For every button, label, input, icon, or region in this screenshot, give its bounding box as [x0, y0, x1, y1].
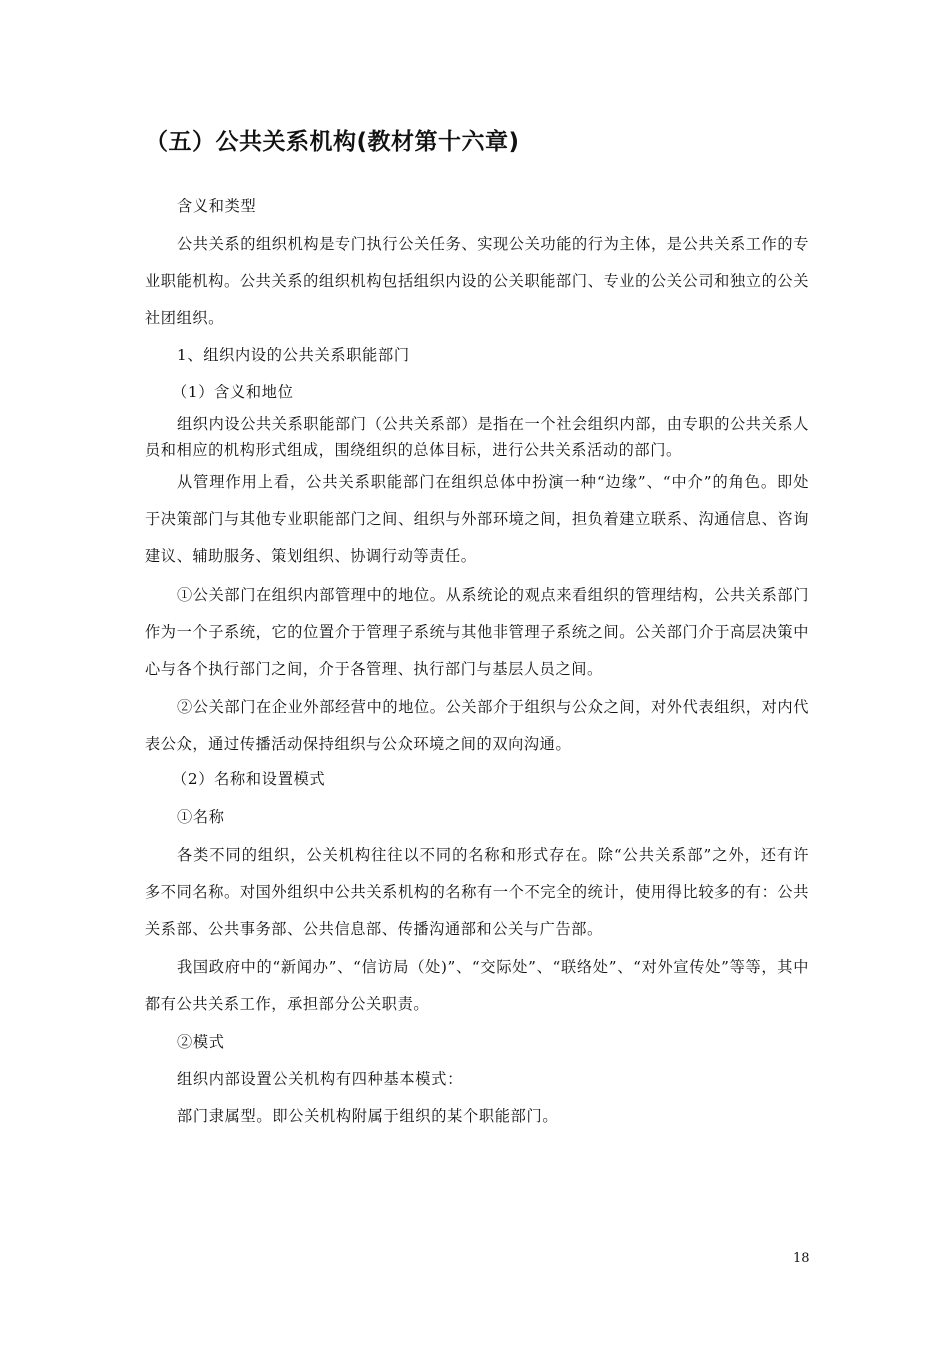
- heading-meaning-and-types: 含义和类型: [177, 197, 257, 215]
- paragraph-role: 从管理作用上看，公共关系职能部门在组织总体中扮演一种“边缘”、“中介”的角色。即处于决策部门与其他专业职能部门之间、组织与外部环境之间，担负着建立联系、沟通信息、咨询建议、辅助服务、策划组织、协调行动等责任。: [145, 473, 809, 565]
- paragraph-definition: 组织内设公共关系职能部门（公共关系部）是指在一个社会组织内部，由专职的公共关系人员和相应的机构形式组成，围绕组织的总体目标，进行公共关系活动的部门。: [145, 415, 809, 459]
- paragraph-government: 我国政府中的“新闻办”、“信访局（处)”、“交际处”、“联络处”、“对外宣传处”等等，其中都有公共关系工作，承担部分公关职责。: [145, 958, 809, 1013]
- line-department-subordinate: 部门隶属型。即公关机构附属于组织的某个职能部门。: [177, 1107, 559, 1125]
- heading-name: ①名称: [177, 808, 225, 826]
- section-title: （五）公共关系机构(教材第十六章): [145, 129, 520, 155]
- heading-meaning-and-status: （1）含义和地位: [172, 383, 294, 401]
- page-number: 18: [793, 1251, 810, 1266]
- paragraph-external-status: ②公关部门在企业外部经营中的地位。公关部介于组织与公众之间，对外代表组织，对内代表公众，通过传播活动保持组织与公众环境之间的双向沟通。: [145, 698, 809, 753]
- heading-internal-department: 1、组织内设的公共关系职能部门: [177, 346, 410, 364]
- heading-mode: ②模式: [177, 1033, 225, 1051]
- paragraph-intro: 公共关系的组织机构是专门执行公关任务、实现公关功能的行为主体，是公共关系工作的专业职能机构。公共关系的组织机构包括组织内设的公关职能部门、专业的公关公司和独立的公关社团组织。: [145, 235, 809, 327]
- heading-name-and-mode: （2）名称和设置模式: [172, 770, 326, 788]
- paragraph-names: 各类不同的组织，公关机构往往以不同的名称和形式存在。除“公共关系部”之外，还有许多不同名称。对国外组织中公共关系机构的名称有一个不完全的统计，使用得比较多的有：公共关系部、公共事务部、公共信息部、传播沟通部和公关与广告部。: [145, 846, 809, 938]
- line-four-modes: 组织内部设置公关机构有四种基本模式：: [177, 1070, 463, 1088]
- paragraph-internal-status: ①公关部门在组织内部管理中的地位。从系统论的观点来看组织的管理结构，公共关系部门作为一个子系统，它的位置介于管理子系统与其他非管理子系统之间。公关部门介于高层决策中心与各个执行部门之间，介于各管理、执行部门与基层人员之间。: [145, 586, 809, 678]
